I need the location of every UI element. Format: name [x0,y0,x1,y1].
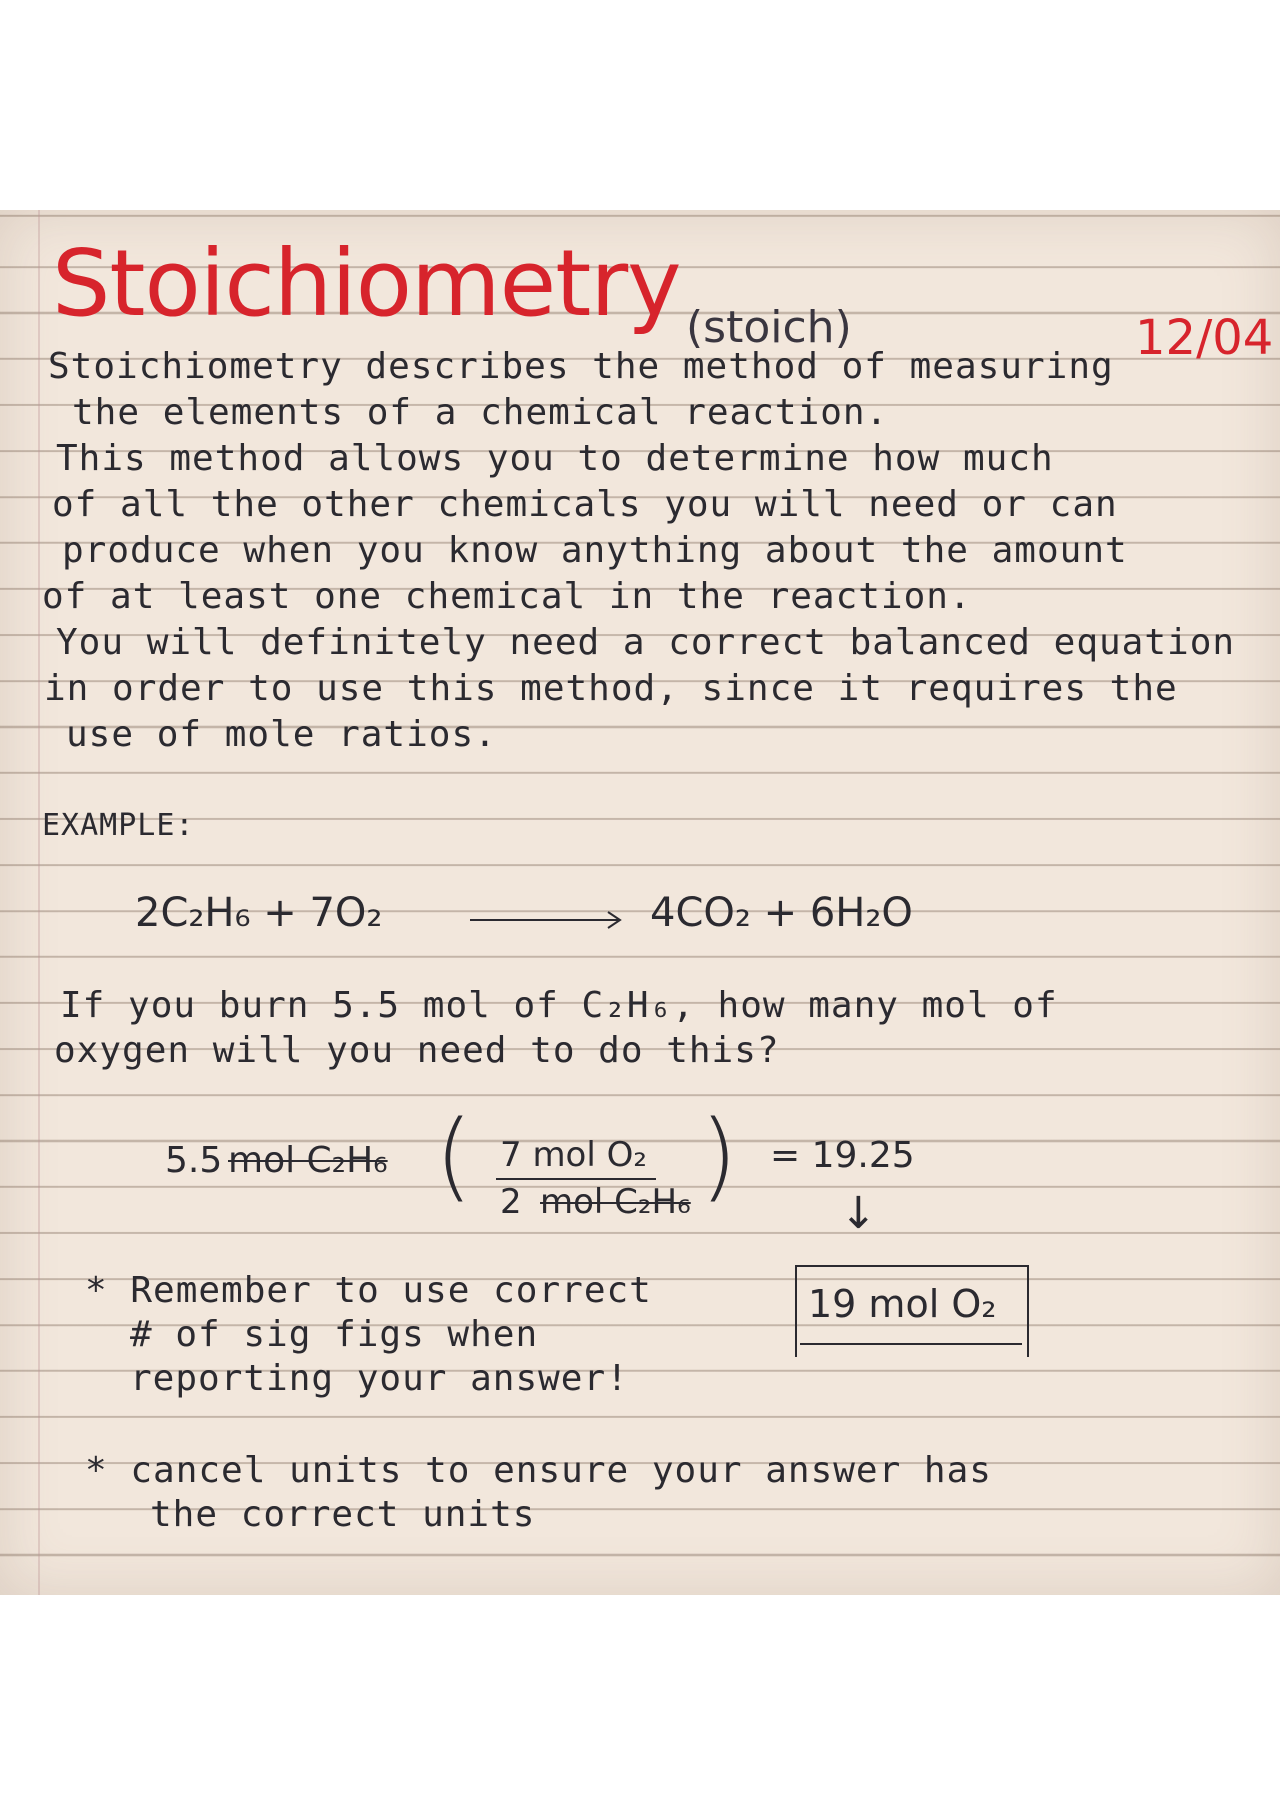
fraction-bar [496,1178,656,1180]
equation-products: 4CO₂ + 6H₂O [650,890,913,936]
question-line: oxygen will you need to do this? [54,1030,780,1071]
body-line: produce when you know anything about the amount [62,530,1128,571]
right-paren: ) [700,1100,738,1212]
calc-result: = 19.25 [770,1135,915,1176]
calc-denominator-value: 2 [500,1182,522,1222]
body-line: the elements of a chemical reaction. [72,392,889,433]
body-line: in order to use this method, since it requires the [44,668,1178,709]
note-line: the correct units [150,1494,536,1535]
body-line: Stoichiometry describes the method of measuring [48,346,1114,387]
final-answer: 19 mol O₂ [808,1282,997,1326]
note-line: # of sig figs when [130,1314,539,1355]
calc-arrow: ↓ [840,1188,877,1239]
note-line: * Remember to use correct [85,1270,652,1311]
calc-given-value: 5.5 [165,1140,223,1181]
left-paren: ( [435,1100,473,1212]
reaction-arrow [468,908,628,932]
body-line: You will definitely need a correct balanced equation [56,622,1236,663]
body-line: This method allows you to determine how much [56,438,1054,479]
note-line: * cancel units to ensure your answer has [85,1450,992,1491]
question-line: If you burn 5.5 mol of C₂H₆, how many mol of [60,985,1058,1026]
body-line: use of mole ratios. [66,714,497,755]
page-title: Stoichiometry [52,230,681,337]
body-line: of all the other chemicals you will need or can [52,484,1118,525]
margin-line [38,210,40,1595]
equation-reactants: 2C₂H₆ + 7O₂ [135,890,383,936]
notebook-page [0,210,1280,1595]
page-subtitle: (stoich) [686,302,852,353]
body-line: of at least one chemical in the reaction. [42,576,972,617]
example-label: EXAMPLE: [42,808,195,843]
answer-underline [800,1343,1022,1345]
calc-denominator-unit: mol C₂H₆ [540,1182,691,1222]
calc-numerator: 7 mol O₂ [500,1135,648,1175]
calc-given-unit: mol C₂H₆ [228,1140,388,1181]
note-line: reporting your answer! [130,1358,629,1399]
page-date: 12/04 [1135,310,1274,366]
